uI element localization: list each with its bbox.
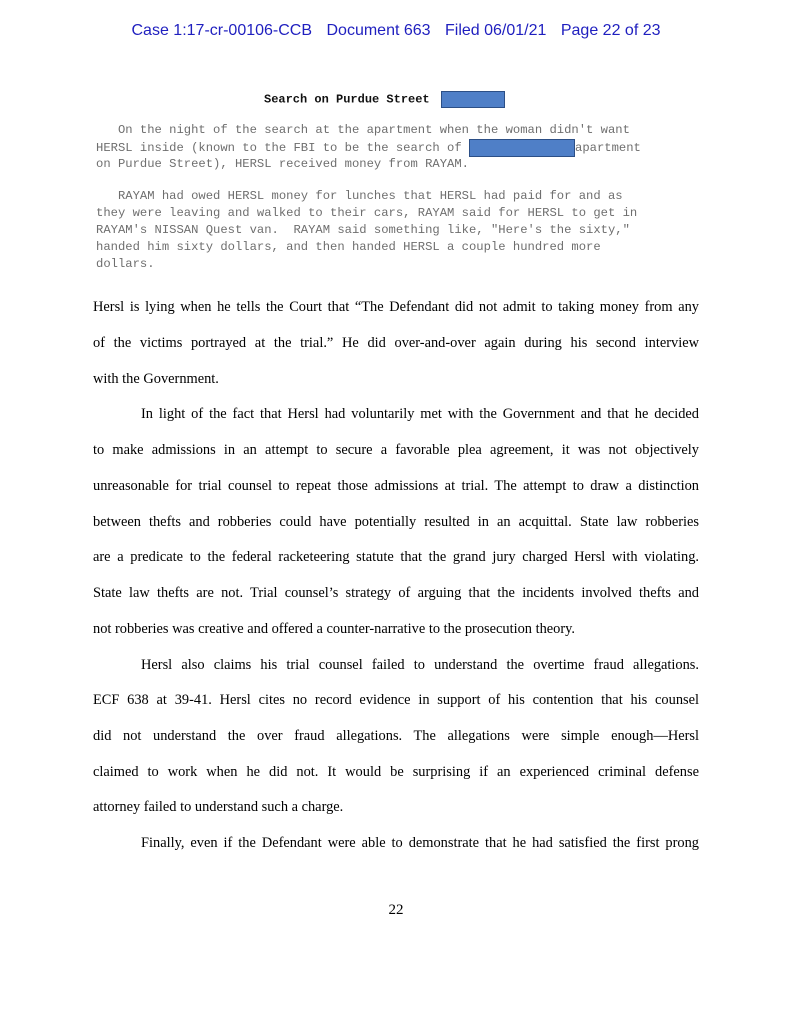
case-number: Case 1:17-cr-00106-CCB xyxy=(131,22,313,39)
body-line: of the victims portrayed at the trial.” He did over-and-over again during his second interview xyxy=(93,335,699,351)
case-header xyxy=(0,22,792,40)
body-line: In light of the fact that Hersl had voluntarily met with the Government and that he decided xyxy=(141,406,699,422)
excerpt-line: handed him sixty dollars, and then handed HERSL a couple hundred more xyxy=(96,240,601,254)
body-line: State law thefts are not. Trial counsel’s strategy of arguing that the incidents involved thefts and xyxy=(93,585,699,601)
body-line: Finally, even if the Defendant were able to demonstrate that he had satisfied the first prong xyxy=(141,835,699,851)
page-of: Page 22 of 23 xyxy=(560,22,661,39)
excerpt-line: on Purdue Street), HERSL received money from RAYAM. xyxy=(96,157,469,171)
excerpt-title xyxy=(264,91,505,108)
body-line: claimed to work when he did not. It would be surprising if an experienced criminal defense xyxy=(93,764,699,780)
body-line: unreasonable for trial counsel to repeat those admissions at trial. The attempt to draw a distinction xyxy=(93,478,699,494)
body-line: to make admissions in an attempt to secure a favorable plea agreement, it was not objectively xyxy=(93,442,699,458)
body-line: Hersl also claims his trial counsel failed to understand the overtime fraud allegations. xyxy=(141,657,699,673)
document-number: Document 663 xyxy=(326,22,431,39)
body-line: did not understand the over fraud allegations. The allegations were simple enough—Hersl xyxy=(93,728,699,744)
body-line: not robberies was creative and offered a counter-narrative to the prosecution theory. xyxy=(93,621,575,637)
filed-date: Filed 06/01/21 xyxy=(445,22,547,39)
body-line: are a predicate to the federal racketeering statute that the grand jury charged Hersl with violating. xyxy=(93,549,699,565)
body-line: Hersl is lying when he tells the Court that “The Defendant did not admit to taking money from any xyxy=(93,299,699,315)
excerpt-title-text: Search on Purdue Street xyxy=(264,92,430,107)
excerpt-line: RAYAM's NISSAN Quest van. RAYAM said something like, "Here's the sixty," xyxy=(96,223,630,237)
body-line: ECF 638 at 39-41. Hersl cites no record evidence in support of his contention that his counsel xyxy=(93,692,699,708)
excerpt-line-text: apartment xyxy=(575,141,641,156)
excerpt-line-text: HERSL inside (known to the FBI to be the search of xyxy=(96,141,469,156)
excerpt-line: RAYAM had owed HERSL money for lunches that HERSL had paid for and as xyxy=(96,189,623,203)
redaction-box xyxy=(469,139,575,157)
excerpt-line: they were leaving and walked to their cars, RAYAM said for HERSL to get in xyxy=(96,206,638,220)
redaction-box xyxy=(441,91,505,108)
excerpt-line: dollars. xyxy=(96,257,155,271)
excerpt-line: On the night of the search at the apartment when the woman didn't want xyxy=(96,123,630,137)
body-line: attorney failed to understand such a charge. xyxy=(93,799,344,815)
body-line: with the Government. xyxy=(93,371,219,387)
page-number: 22 xyxy=(388,902,404,918)
body-line: between thefts and robberies could have potentially resulted in an acquittal. State law robberies xyxy=(93,514,699,530)
excerpt-line xyxy=(96,139,641,157)
